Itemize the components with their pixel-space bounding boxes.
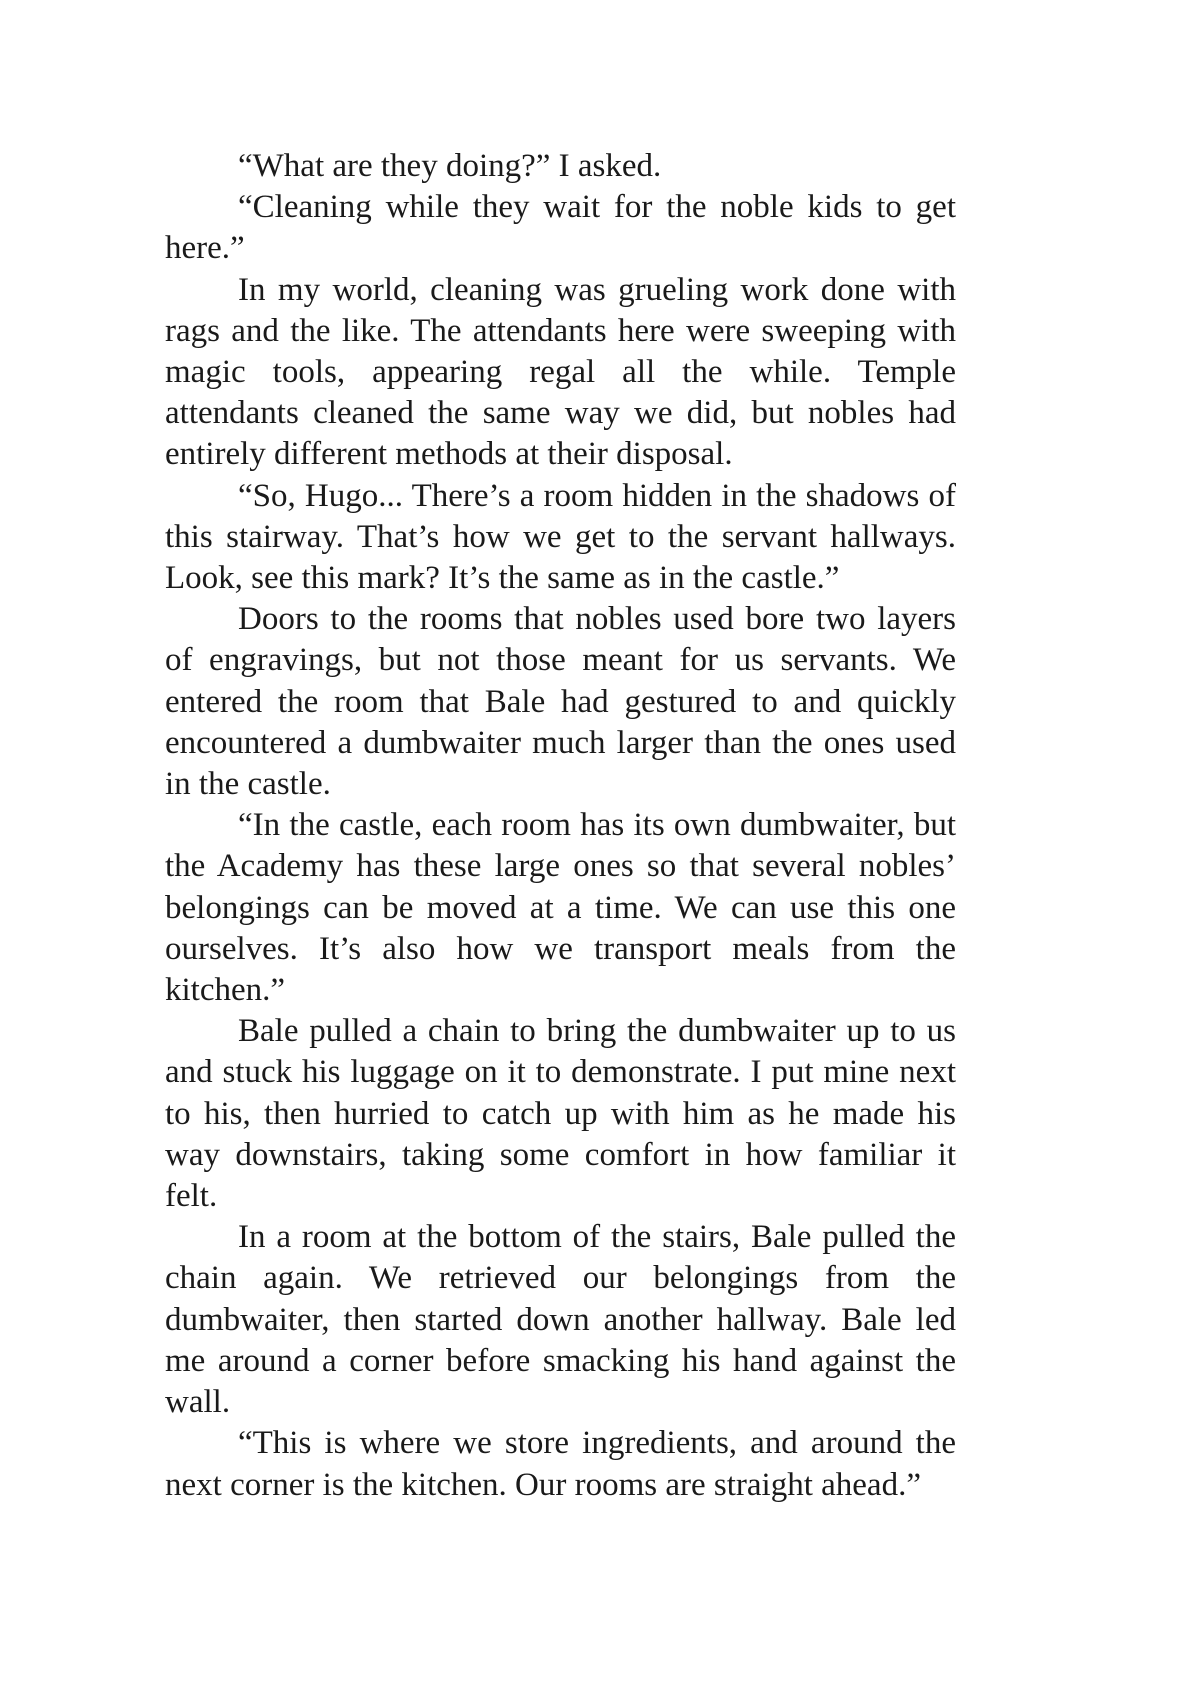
paragraph: “This is where we store ingredients, and around the next corner is the kitchen. Our rooms are straight ahead.”: [165, 1425, 956, 1503]
paragraph: In my world, cleaning was grueling work done with rags and the like. The attendants here were sweeping with magic tools, appearing regal all the while. Temple attendants cleaned the same way we did, but nobles had entirely different methods at their disposal.: [165, 271, 956, 473]
paragraph: “What are they doing?” I asked.: [238, 148, 662, 184]
paragraph: “Cleaning while they wait for the noble kids to get here.”: [165, 189, 956, 267]
paragraph: Doors to the rooms that nobles used bore two layers of engravings, but not those meant for us servants. We entered the room that Bale had gestured to and quickly encountered a dumbwaiter much larger than the ones used in the castle.: [165, 601, 956, 803]
paragraph: Bale pulled a chain to bring the dumbwaiter up to us and stuck his luggage on it to demonstrate. I put mine next to his, then hurried to catch up with him as he made his way downstairs, taking some comfort in how familiar it felt.: [165, 1013, 956, 1215]
body-text: [165, 146, 956, 1506]
paragraph: “In the castle, each room has its own dumbwaiter, but the Academy has these large ones so that several nobles’ belongings can be moved at a time. We can use this one ourselves. It’s also how we transport meals from the kitchen.”: [165, 807, 956, 1009]
paragraph: “So, Hugo... There’s a room hidden in the shadows of this stairway. That’s how we get to the servant hallways. Look, see this mark? It’s the same as in the castle.”: [165, 477, 956, 597]
paragraph: In a room at the bottom of the stairs, Bale pulled the chain again. We retrieved our belongings from the dumbwaiter, then started down another hallway. Bale led me around a corner before smacking his hand against the wall.: [165, 1219, 956, 1421]
